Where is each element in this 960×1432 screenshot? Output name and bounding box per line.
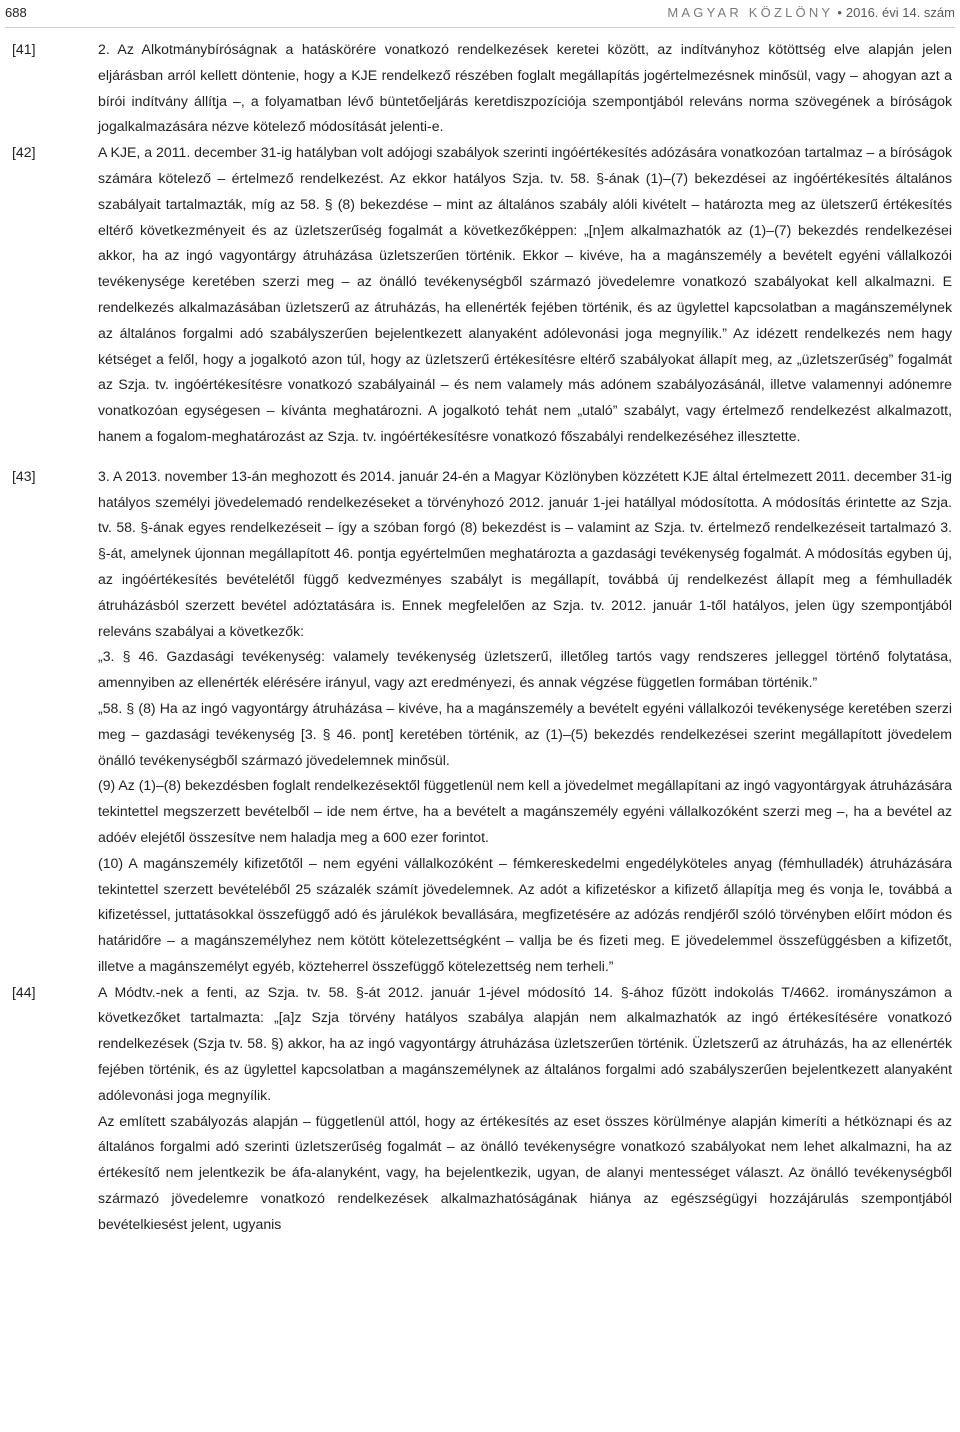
paragraph-body: A Módtv.-nek a fenti, az Szja. tv. 58. §-át 2012. január 1-jével módosító 14. §-ához fűzött indokolás T/4662. irományszámon a következőket tartalmazta: „[a]z Szja törvény hatályos szabálya alapján nem alkalmazhatók az ingó értékesítésére vonatkozó rendelkezések (Szja tv. 58. §) akkor, ha az ingó vagyontárgy átruházása üzletszerűen történik. Üzletszerű az átruházás, ha az ellenérték fejében történik, és az ügylettel kapcsolatban a magánszemélynek az általános forgalmi adó szabályszerűen bejelentkezett alanyaként adólevonási joga megnyílik. <box>98 983 952 1103</box>
quoted-provision: (9) Az (1)–(8) bekezdésben foglalt rendelkezésektől függetlenül nem kell a jövedelmet megállapítani az ingó vagyontárgyak átruházására tekintettel megszerzett bevételből – ide nem értve, ha a bevételt a magánszemély egyéni vállalkozóként szerzi meg –, ha a bevétel az adóév elejétől összesítve nem haladja meg a 600 ezer forintot. <box>98 777 952 845</box>
running-head <box>667 5 955 20</box>
paragraph-text <box>98 37 952 140</box>
paragraph-body: 3. A 2013. november 13-án meghozott és 2014. január 24-én a Magyar Közlönyben közzétett KJE által értelmezett 2011. december 31-ig hatályos személyi jövedelemadó rendelkezéseket a törvényhozó 2012. január 1-jei hatállyal módosította. A módosítás érintette az Szja. tv. 58. §-ának egyes rendelkezéseit – így a szóban forgó (8) bekezdést is – valamint az Szja. tv. értelmező rendelkezéseit tartalmazó 3. §-át, amelynek újonnan megállapított 46. pontja egyértelműen meghatározta a gazdasági tevékenység fogalmát. A módosítás egyben új, az ingóértékesítés bevételétől függő kedvezményes szabályt is megállapít, továbbá új rendelkezést állapít meg a fémhulladék átruházásból szerzett bevétel adóztatására is. Ennek megfelelően az Szja. tv. 2012. január 1-től hatályos, jelen ügy szempontjából releváns szabályai a következők: <box>98 467 952 639</box>
paragraph-text <box>98 140 952 450</box>
page-header <box>0 0 960 30</box>
header-rule <box>5 27 955 28</box>
issue-label: 2016. évi 14. szám <box>845 5 955 20</box>
paragraph-body: A KJE, a 2011. december 31-ig hatályban volt adójogi szabályok szerinti ingóértékesítés adózására vonatkozóan tartalmaz – a bíróságok számára kötelező – értelmező rendelkezést. Az ekkor hatályos Szja. tv. 58. §-ának (1)–(7) bekezdései az ingóértékesítés általános szabályait tartalmazták, míg az 58. § (8) bekezdése – mint az általános szabály alóli kivételt – határozta meg az ületszerű értékesítés eltérő következményeit és az üzletszerűség fogalmát a következőképpen: „[n]em alkalmazhatók az (1)–(7) bekezdés rendelkezései akkor, ha az ingó vagyontárgy átruházása üzletszerűen történik. Ekkor – kivéve, ha a magánszemély a bevételt egyéni vállalkozói tevékenysége keretében szerzi meg – az önálló tevékenységből származó jövedelemre vonatkozó szabályokat kell alkalmazni. E rendelkezés alkalmazásában üzletszerű az átruházás, ha ellenérték fejében történik, és az ügylettel kapcsolatban a magánszemélynek az általános forgalmi adó szabályszerűen bejelentkezett alanyaként adólevonási joga megnyílik.” Az idézett rendelkezés nem hagy kétséget a felől, hogy a jogalkotó azon túl, hogy az üzletszerű értékesítésre eltérő szabályokat állapít meg, az „üzletszerűség” fogalmát az Szja. tv. ingóértékesítésre vonatkozó szabályainál – és nem valamely más adónem szabályozásánál, illetve valamennyi adónemre vonatkozóan egységesen – kívánta meghatározni. A jogalkotó tehát nem „utaló” szabályt, vagy értelmező rendelkezést alkalmazott, hanem a fogalom-meghatározást az Szja. tv. ingóértékesítésre vonatkozó főszabályi rendelkezéséhez illesztette. <box>98 144 952 444</box>
journal-name: MAGYAR KÖZLÖNY <box>667 5 834 20</box>
quoted-provision: „3. § 46. Gazdasági tevékenység: valamely tevékenység üzletszerű, illetőleg tartós vagy rendszeres jelleggel történő folytatása, amennyiben az ellenérték elérésére irányul, vagy azt eredményezi, és annak végzése független formában történik.” <box>98 648 952 691</box>
paragraph-number: [42] <box>12 144 36 161</box>
paragraph-44 <box>12 980 952 1238</box>
paragraph-number: [43] <box>12 467 36 484</box>
paragraph-number: [44] <box>12 983 36 1000</box>
page-number: 688 <box>5 5 27 20</box>
quoted-provision: (10) A magánszemély kifizetőtől – nem egyéni vállalkozóként – fémkereskedelmi engedélyköteles anyag (fémhulladék) átruházására tekintettel szerzett bevételéből 25 százalék számít jövedelemnek. Az adót a kifizetéskor a kifizető állapítja meg és vonja le, továbbá a kifizetéssel, juttatásokkal összefüggő adó és járulékok bevallására, megfizetésére az adózás rendjéről szóló törvényben előírt módon és határidőre – a magánszemélyhez nem kötött kötelezettségként – vallja be és fizeti meg. E jövedelemmel összefüggésben a kifizetőt, illetve a magánszemélyt egyéb, közteherrel összefüggő kötelezettség nem terheli.” <box>98 854 952 974</box>
paragraph-text <box>98 980 952 1238</box>
paragraph-text <box>98 464 952 980</box>
bullet-separator: • <box>837 5 842 20</box>
paragraph-continuation: Az említett szabályozás alapján – függetlenül attól, hogy az értékesítés az eset összes körülménye alapján kimeríti a hétköznapi és az általános forgalmi adó szerinti üzletszerűség fogalmát – az önálló tevékenységre vonatkozó szabályokat nem lehet alkalmazni, ha az értékesítő nem jelentkezik be áfa-alanyként, vagy, ha bejelentkezik, ugyan, de alanyi mentességet választ. Az önálló tevékenységből származó jövedelemre vonatkozó rendelkezések alkalmazhatóságának hiánya az egészségügyi hozzájárulás szempontjából bevételkiesést jelent, ugyanis <box>98 1112 952 1232</box>
paragraph-gap <box>12 450 952 464</box>
quoted-provision: „58. § (8) Ha az ingó vagyontárgy átruházása – kivéve, ha a magánszemély a bevételt egyéni vállalkozói tevékenysége keretében szerzi meg – gazdasági tevékenység [3. § 46. pont] keretében történik, az (1)–(5) bekezdés rendelkezései szerint megállapított jövedelem önálló tevékenységből származó jövedelemnek minősül. <box>98 699 952 768</box>
paragraph-42 <box>12 140 952 450</box>
paragraph-body: 2. Az Alkotmánybíróságnak a hatáskörére vonatkozó rendelkezések keretei között, az indítványhoz kötöttség elve alapján jelen eljárásban arról kellett döntenie, hogy a KJE rendelkező részében foglalt megállapítás jogértelmezésnek minősül, vagy – ahogyan azt a bírói indítvány állítja –, a folyamatban lévő büntetőeljárás keretdiszpozíciója szempontjából releváns norma szövegének a bíróságok jogalkalmazására nézve kötelező módosítását jelenti-e. <box>98 41 952 135</box>
document-body <box>12 37 952 1238</box>
paragraph-41 <box>12 37 952 140</box>
paragraph-number: [41] <box>12 41 36 57</box>
paragraph-43 <box>12 464 952 980</box>
